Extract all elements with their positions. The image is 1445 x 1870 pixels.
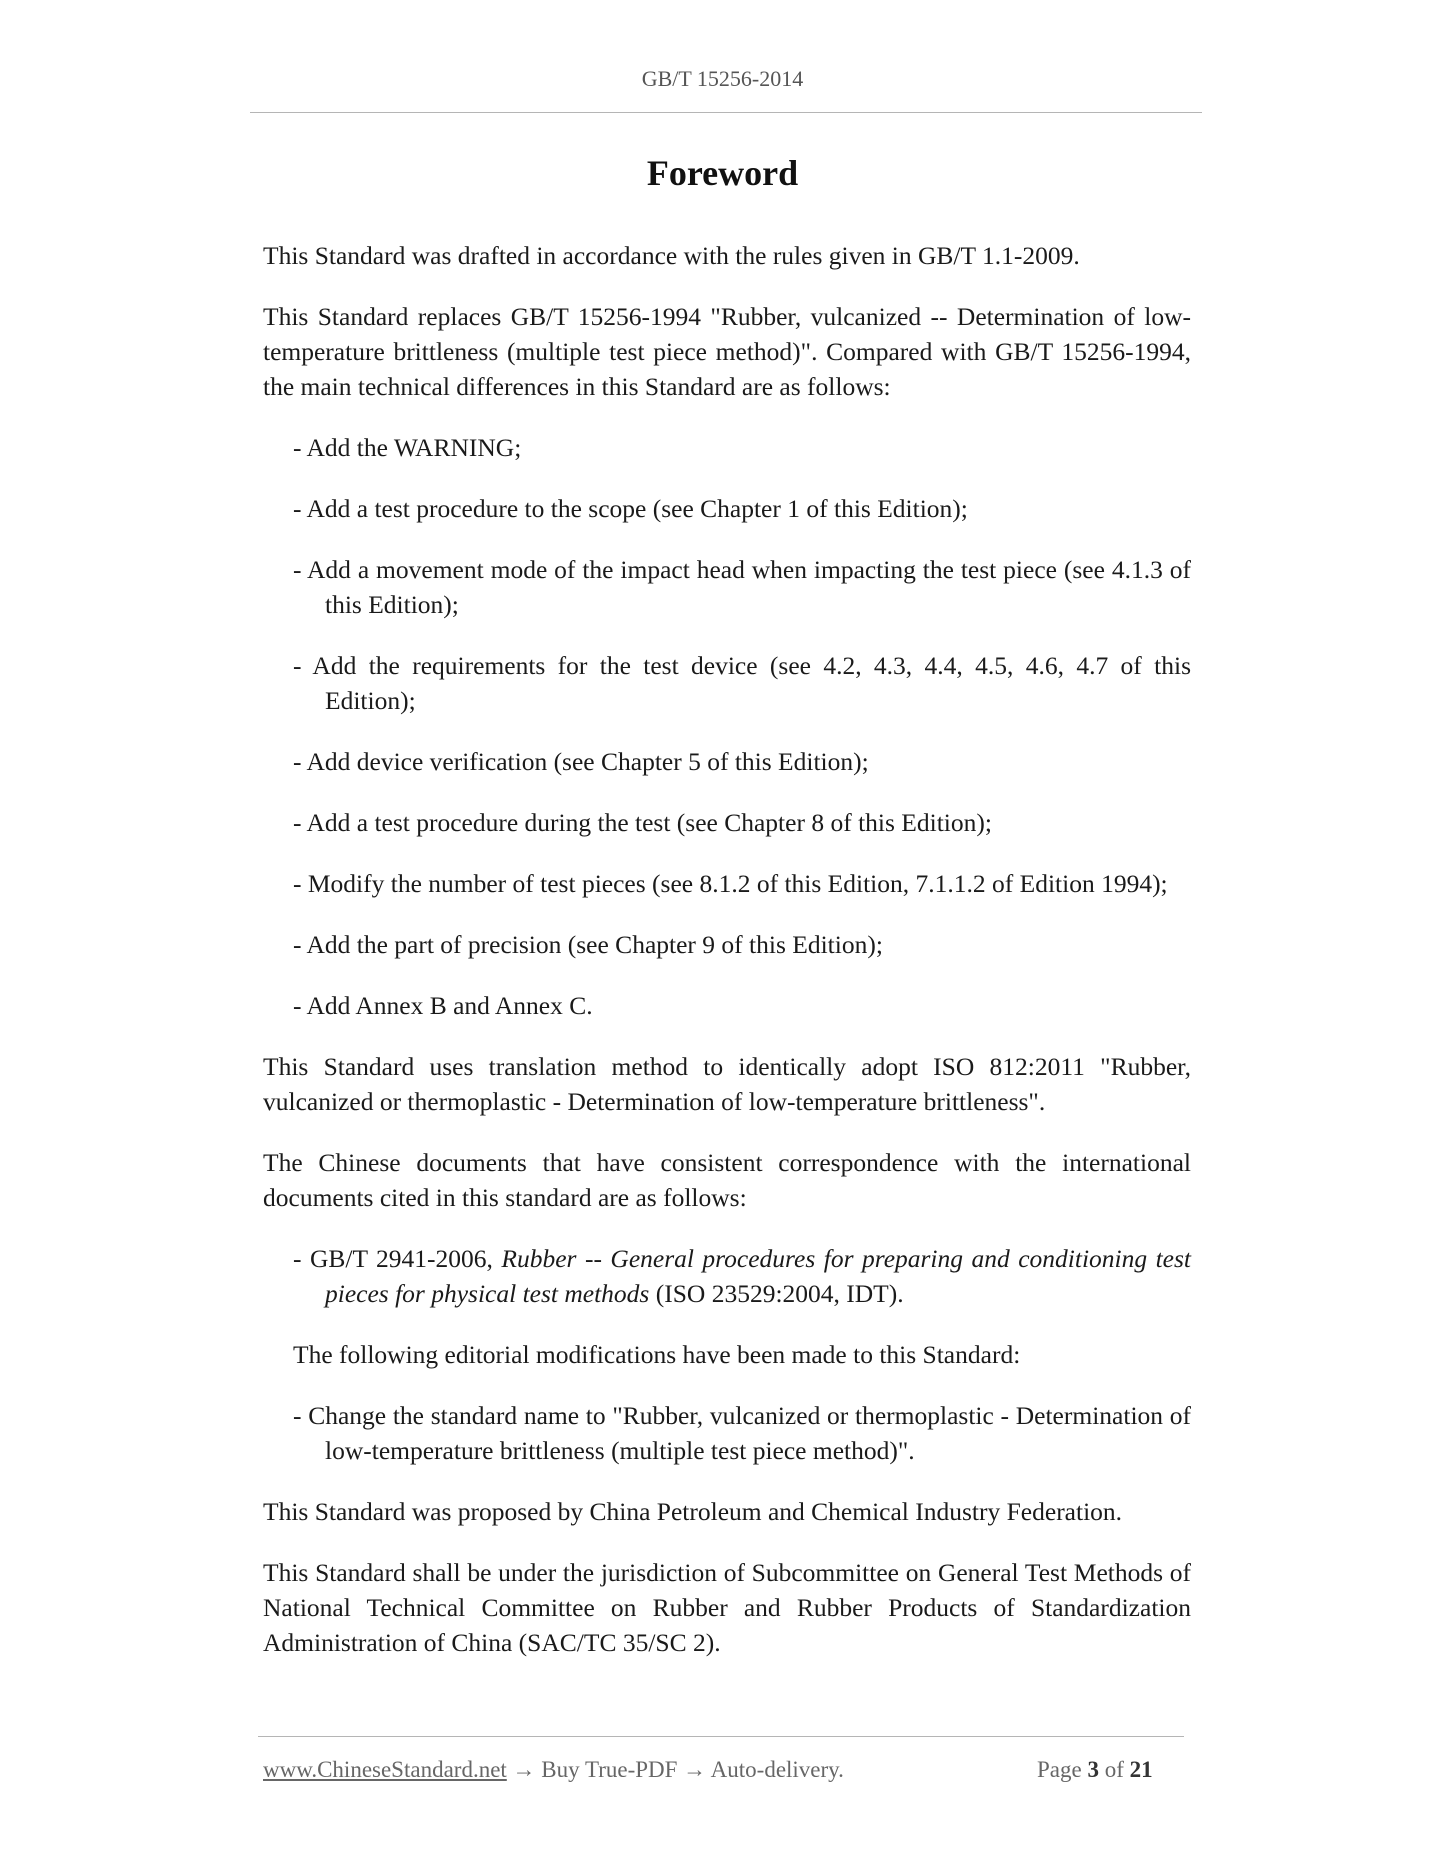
- cited-doc-number: - GB/T 2941-2006,: [293, 1244, 502, 1273]
- paragraph-iso-adoption: This Standard uses translation method to identically adopt ISO 812:2011 "Rubber, vulcanized or thermoplastic - Determination of low-temperature brittleness".: [263, 1052, 1191, 1116]
- footer-divider: [258, 1736, 1184, 1737]
- page-number: [1037, 1757, 1153, 1783]
- running-header: GB/T 15256-2014: [641, 66, 804, 91]
- list-item-difference-2: - Add a test procedure to the scope (see Chapter 1 of this Edition);: [293, 494, 968, 523]
- paragraph-drafting-rules: This Standard was drafted in accordance with the rules given in GB/T 1.1-2009.: [263, 241, 1080, 270]
- page-label: Page: [1037, 1757, 1088, 1782]
- page-of-label: of: [1098, 1757, 1130, 1782]
- paragraph-chinese-documents: The Chinese documents that have consistent correspondence with the international documents cited in this standard are as follows:: [263, 1148, 1191, 1212]
- list-item-difference-9: - Add Annex B and Annex C.: [293, 991, 593, 1020]
- list-item-difference-3: - Add a movement mode of the impact head when impacting the test piece (see 4.1.3 of this Edition);: [293, 555, 1191, 619]
- list-item-difference-8: - Add the part of precision (see Chapter 9 of this Edition);: [293, 930, 883, 959]
- list-item-difference-1: - Add the WARNING;: [293, 433, 522, 462]
- header-divider: [250, 112, 1202, 113]
- document-body: [263, 238, 1191, 1686]
- paragraph-editorial-mods: The following editorial modifications have been made to this Standard:: [293, 1340, 1021, 1369]
- cited-doc-reference: (ISO 23529:2004, IDT).: [649, 1279, 904, 1308]
- paragraph-proposed-by: This Standard was proposed by China Petroleum and Chemical Industry Federation.: [263, 1497, 1123, 1526]
- page-title: Foreword: [646, 153, 799, 193]
- promo-text: → Buy True-PDF → Auto-delivery.: [506, 1757, 844, 1782]
- footer-promo: [263, 1757, 844, 1783]
- list-item-cited-document: [293, 1241, 1191, 1311]
- page-total: 21: [1129, 1757, 1153, 1782]
- cited-doc-title: Rubber -- General procedures for preparing and conditioning test pieces for physical test methods: [325, 1244, 1192, 1308]
- list-item-difference-5: - Add device verification (see Chapter 5 of this Edition);: [293, 747, 869, 776]
- list-item-difference-4: - Add the requirements for the test device (see 4.2, 4.3, 4.4, 4.5, 4.6, 4.7 of this Edition);: [293, 651, 1191, 715]
- paragraph-replaces: This Standard replaces GB/T 15256-1994 "Rubber, vulcanized -- Determination of low-temperature brittleness (multiple test piece method)". Compared with GB/T 15256-1994, the main technical differences in this Standard are as follows:: [263, 302, 1191, 401]
- paragraph-jurisdiction: This Standard shall be under the jurisdiction of Subcommittee on General Test Methods of National Technical Committee on Rubber and Rubber Products of Standardization Administration of China (SAC/TC 35/SC 2).: [263, 1558, 1191, 1657]
- page-current: 3: [1087, 1757, 1099, 1782]
- list-item-difference-7: - Modify the number of test pieces (see 8.1.2 of this Edition, 7.1.1.2 of Edition 1994);: [293, 869, 1168, 898]
- list-item-difference-6: - Add a test procedure during the test (see Chapter 8 of this Edition);: [293, 808, 992, 837]
- website-link[interactable]: www.ChineseStandard.net: [263, 1757, 507, 1782]
- list-item-editorial-change: - Change the standard name to "Rubber, vulcanized or thermoplastic - Determination of low-temperature brittleness (multiple test piece method)".: [293, 1401, 1191, 1465]
